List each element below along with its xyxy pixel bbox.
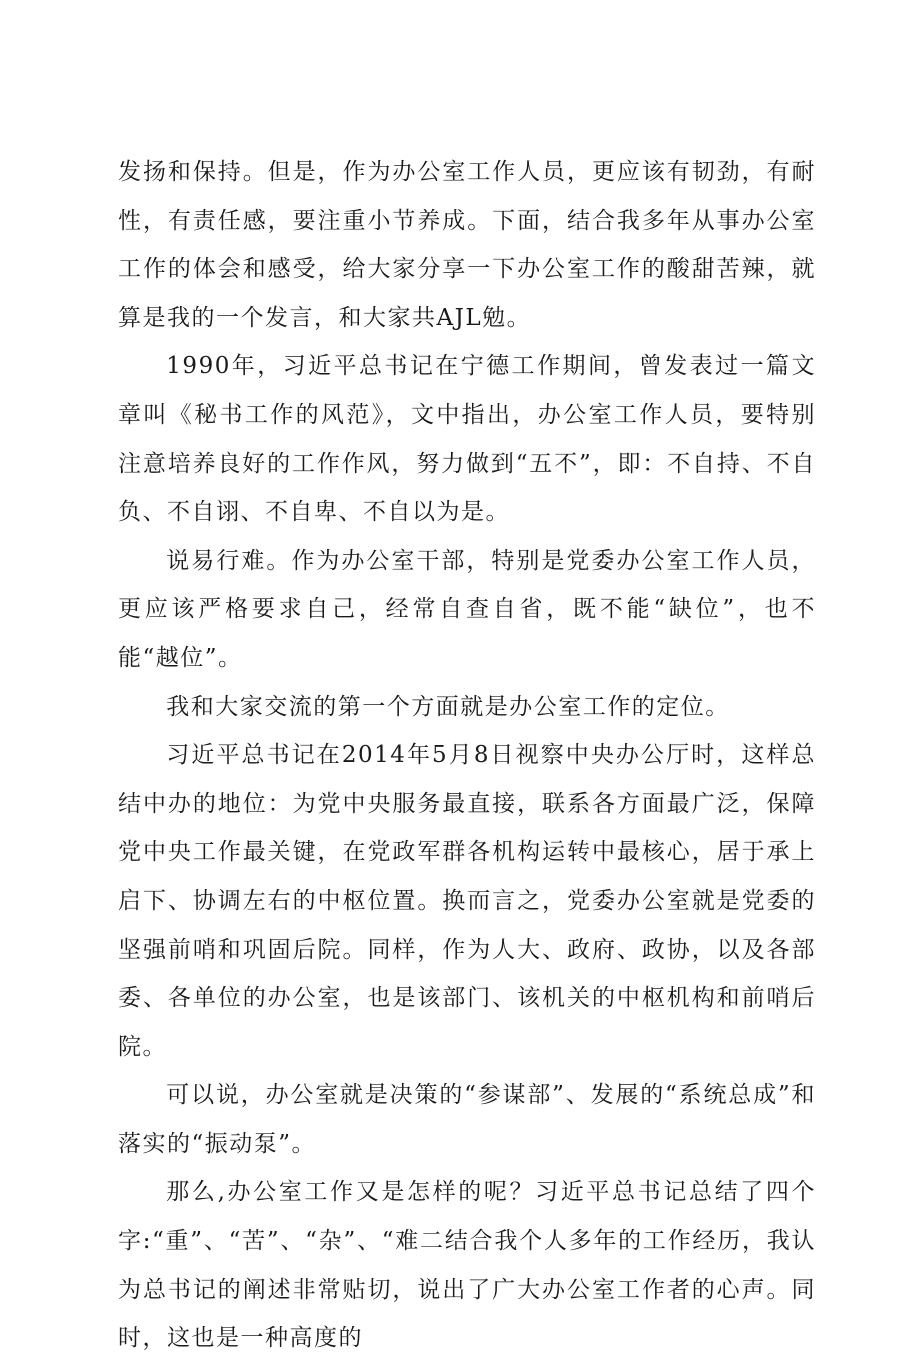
paragraph-four-characters: 那么,办公室工作又是怎样的呢？习近平总书记总结了四个字:“重”、“苦”、“杂”、“难二结合我个人多年的工作经历，我认为总书记的阐述非常贴切，说出了广大办公室工作者的心声。同时，这也是一种高度的: [118, 1179, 816, 1352]
paragraph-office-role: 可以说，办公室就是决策的“参谋部”、发展的“系统总成”和落实的“振动泵”。: [118, 1082, 816, 1157]
paragraph-first-aspect: 我和大家交流的第一个方面就是办公室工作的定位。: [166, 693, 730, 720]
paragraph-central-office: 习近平总书记在2014年5月8日视察中央办公厅时，这样总结中办的地位：为党中央服务最直接，联系各方面最广泛，保障党中央工作最关键，在党政军群各机构运转中最核心，居于承上启下、协调左右的中枢位置。换而言之，党委办公室就是党委的坚强前哨和巩固后院。同样，作为人大、政府、政协，以及各部委、各单位的办公室，也是该部门、该机关的中枢机构和前哨后院。: [118, 742, 816, 1060]
document-body: [118, 148, 816, 1363]
paragraph-continuation: 发扬和保持。但是，作为办公室工作人员，更应该有韧劲，有耐性，有责任感，要注重小节养成。下面，结合我多年从事办公室工作的体会和感受，给大家分享一下办公室工作的酸甜苦辣，就算是我的一个发言，和大家共AJL勉。: [118, 159, 816, 331]
paragraph-easy-said: 说易行难。作为办公室干部，特别是党委办公室工作人员，更应该严格要求自己，经常自查自省，既不能“缺位”，也不能“越位”。: [118, 547, 816, 671]
paragraph-1990-article: 1990年，习近平总书记在宁德工作期间，曾发表过一篇文章叫《秘书工作的风范》，文中指出，办公室工作人员，要特别注意培养良好的工作作风，努力做到“五不”，即：不自持、不自负、不自诩、不自卑、不自以为是。: [118, 353, 816, 526]
